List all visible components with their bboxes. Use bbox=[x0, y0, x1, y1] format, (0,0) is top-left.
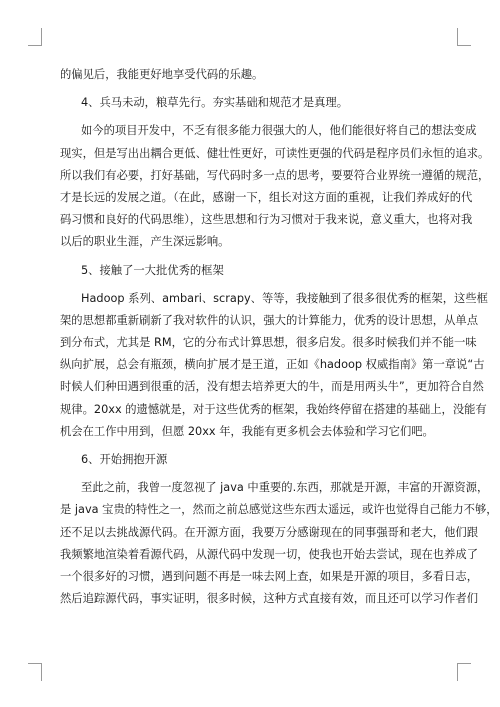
text-line: 才是长远的发展之道。（在此，感谢一下，组长对这方面的重视，让我们养成好的代 bbox=[60, 190, 473, 204]
text-line: 规律。20xx 的遗憾就是，对于这些优秀的框架，我始终停留在搭建的基础上，没能有 bbox=[60, 402, 487, 416]
crop-mark-bottom-right bbox=[457, 663, 471, 681]
text-line: 至此之前，我曾一度忽视了 java 中重要的.东西，那就是开源，丰富的开源资源， bbox=[81, 481, 489, 495]
spacer bbox=[60, 610, 440, 616]
text-line: 一个很多好的习惯，遇到问题不再是一味去网上查，如果是开源的项目，多看日志， bbox=[60, 569, 478, 583]
paragraph bbox=[60, 288, 488, 443]
text-line: Hadoop 系列、ambari、scrapy、等等，我接触到了很多很优秀的框架，这些框 bbox=[81, 291, 488, 305]
text-line: 纵向扩展，总会有瓶颈，横向扩展才是王道，正如《hadoop 权威指南》第一章说“古 bbox=[60, 358, 485, 372]
crop-mark-bottom-left bbox=[28, 663, 42, 681]
crop-mark-top-right bbox=[457, 28, 471, 46]
paragraph bbox=[60, 477, 498, 610]
section-heading: 5、接触了一大批优秀的框架 bbox=[81, 263, 224, 277]
text-line: 码习惯和良好的代码思维），这些思想和行为习惯对于我来说，意义重大，也将对我 bbox=[60, 213, 473, 227]
section-heading: 4、兵马未动，粮草先行。夯实基础和规范才是真理。 bbox=[81, 96, 349, 110]
text-line: 如今的项目开发中，不乏有很多能力很强大的人，他们能很好将自己的想法变成 bbox=[81, 124, 477, 138]
text-line: 以后的职业生涯，产生深远影响。 bbox=[60, 235, 230, 249]
text-line: 到分布式，尤其是 RM，它的分布式计算思想，很多启发。很多时候我们并不能一味 bbox=[60, 336, 477, 350]
paragraph bbox=[60, 120, 490, 253]
text-line: 我频繁地渲染着看源代码，从源代码中发现一切，使我也开始去尝试，现在也养成了 bbox=[60, 547, 478, 561]
text-line: 是 java 宝贵的特性之一，然而之前总感觉这些东西太遥远，或许也觉得自己能力不够， bbox=[60, 503, 498, 517]
text-line: 时候人们种田遇到很重的活，没有想去培养更大的牛，而是用两头牛”，更加符合自然 bbox=[60, 380, 484, 394]
text-line: 机会在工作中用到，但愿 20xx 年，我能有更多机会去体验和学习它们吧。 bbox=[60, 424, 434, 438]
text-line: 还不足以去挑战源代码。在开源方面，我要万分感谢现在的同事强哥和老大，他们跟 bbox=[60, 525, 478, 539]
text-line: 所以我们有必要，打好基础，写代码时多一点的思考，要要符合业界统一遵循的规范， bbox=[60, 168, 490, 182]
document-body bbox=[60, 64, 498, 616]
text-line: 现实，但是写出出耦合更低、健壮性更好，可读性更强的代码是程序员们永恒的追求。 bbox=[60, 146, 490, 160]
paragraph bbox=[60, 64, 440, 86]
crop-mark-top-left bbox=[28, 28, 42, 46]
section-heading: 6、开始拥抱开源 bbox=[81, 453, 168, 466]
text-line: 架的思想都重新刷新了我对软件的认识，强大的计算能力，优秀的设计思想，从单点 bbox=[60, 313, 478, 327]
text-line: 然后追踪源代码，事实证明，很多时候，这种方式直接有效，而且还可以学习作者们 bbox=[60, 592, 478, 606]
text-line: 的偏见后，我能更好地享受代码的乐趣。 bbox=[60, 68, 264, 81]
